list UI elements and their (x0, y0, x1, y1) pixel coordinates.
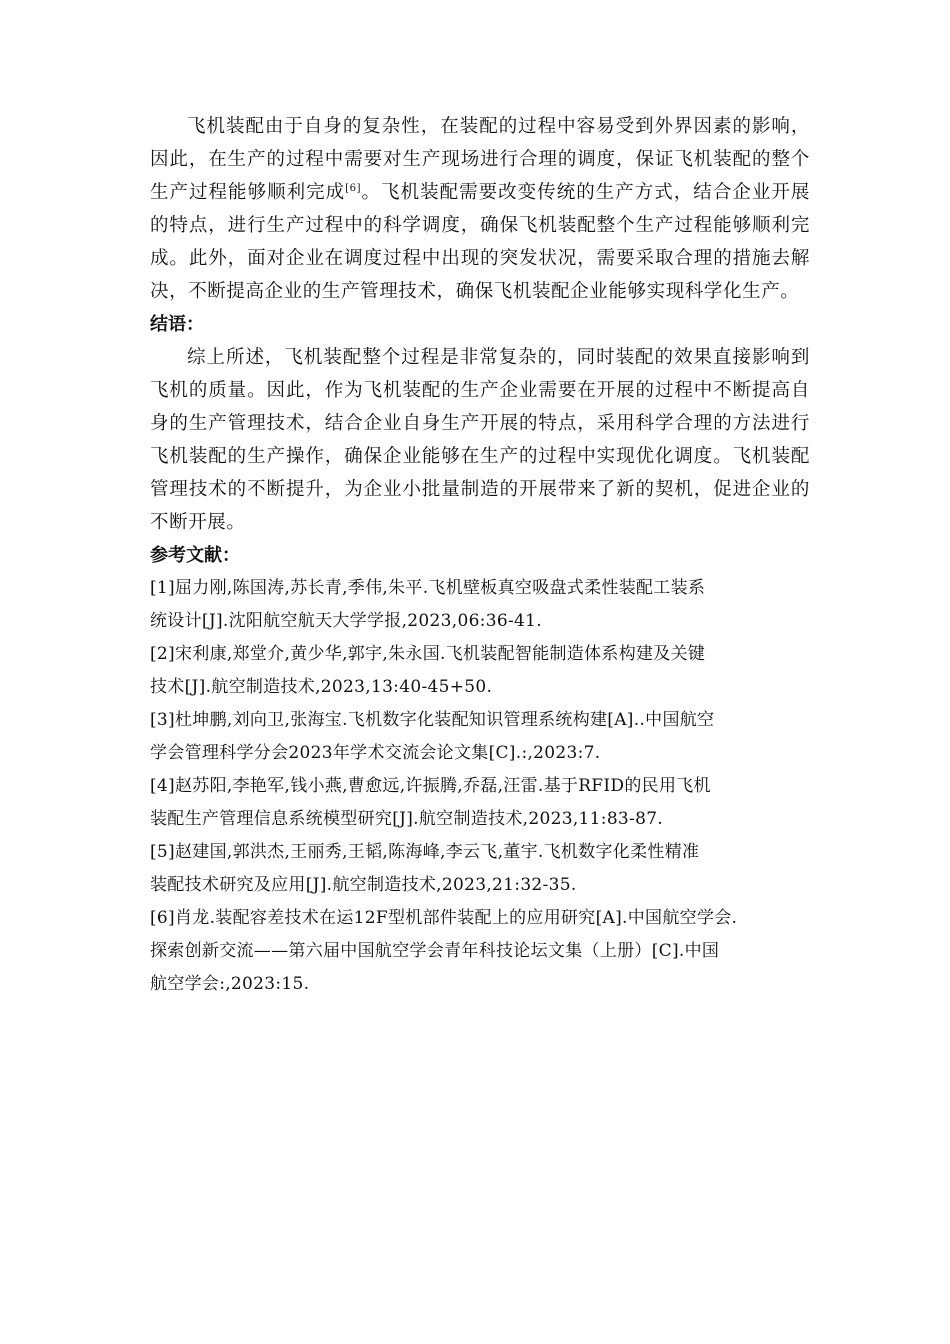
reference-item-4 (150, 770, 810, 836)
reference-line: 装配生产管理信息系统模型研究[J].航空制造技术,2023,11:83-87. (150, 809, 664, 829)
reference-line: [3]杜坤鹏,刘向卫,张海宝.飞机数字化装配知识管理系统构建[A]..中国航空 (150, 710, 715, 730)
reference-line: 学会管理科学分会2023年学术交流会论文集[C].:,2023:7. (150, 743, 601, 763)
reference-item-3 (150, 704, 810, 770)
reference-line: [4]赵苏阳,李艳军,钱小燕,曹愈远,许振腾,乔磊,汪雷.基于RFID的民用飞机 (150, 776, 711, 796)
reference-line: 装配技术研究及应用[J].航空制造技术,2023,21:32-35. (150, 875, 577, 895)
reference-item-2 (150, 638, 810, 704)
reference-line: [2]宋利康,郑堂介,黄少华,郭宇,朱永国.飞机装配智能制造体系构建及关键 (150, 644, 706, 664)
conclusion-heading: 结语： (150, 314, 204, 335)
reference-line: 统设计[J].沈阳航空航天大学学报,2023,06:36-41. (150, 611, 542, 631)
reference-item-1 (150, 572, 810, 638)
body-paragraph-assembly-scheduling (150, 110, 810, 308)
reference-line: 探索创新交流——第六届中国航空学会青年科技论坛文集（上册）[C].中国 (150, 941, 720, 961)
citation-marker[interactable]: [6] (345, 182, 362, 194)
reference-line: [1]屈力刚,陈国涛,苏长青,季伟,朱平.飞机壁板真空吸盘式柔性装配工装系 (150, 578, 706, 598)
reference-line: 技术[J].航空制造技术,2023,13:40-45+50. (150, 677, 493, 697)
reference-line: 航空学会:,2023:15. (150, 974, 310, 994)
reference-item-5 (150, 836, 810, 902)
references-heading: 参考文献： (150, 545, 240, 566)
reference-line: [5]赵建国,郭洪杰,王丽秀,王韬,陈海峰,李云飞,董宇.飞机数字化柔性精准 (150, 842, 700, 862)
conclusion-paragraph: 综上所述，飞机装配整个过程是非常复杂的，同时装配的效果直接影响到飞机的质量。因此，作为飞机装配的生产企业需要在开展的过程中不断提高自身的生产管理技术，结合企业自身生产开展的特点，采用科学合理的方法进行飞机装配的生产操作，确保企业能够在生产的过程中实现优化调度。飞机装配管理技术的不断提升，为企业小批量制造的开展带来了新的契机，促进企业的不断开展。 (150, 347, 810, 533)
paragraph-text-part2: 。飞机装配需要改变传统的生产方式，结合企业开展的特点，进行生产过程中的科学调度，确保飞机装配整个生产过程能够顺利完成。此外，面对企业在调度过程中出现的突发状况，需要采取合理的措施去解决，不断提高企业的生产管理技术，确保飞机装配企业能够实现科学化生产。 (150, 182, 810, 302)
reference-list (150, 572, 810, 1001)
document-page (150, 110, 810, 1001)
reference-item-6 (150, 902, 810, 1001)
reference-line: [6]肖龙.装配容差技术在运12F型机部件装配上的应用研究[A].中国航空学会. (150, 908, 738, 928)
paragraph-text-part1: 飞机装配由于自身的复杂性，在装配的过程中容易受到外界因素的影响，因此，在生产的过程中需要对生产现场进行合理的调度，保证飞机装配的整个生产过程能够顺利完成 (150, 116, 810, 203)
